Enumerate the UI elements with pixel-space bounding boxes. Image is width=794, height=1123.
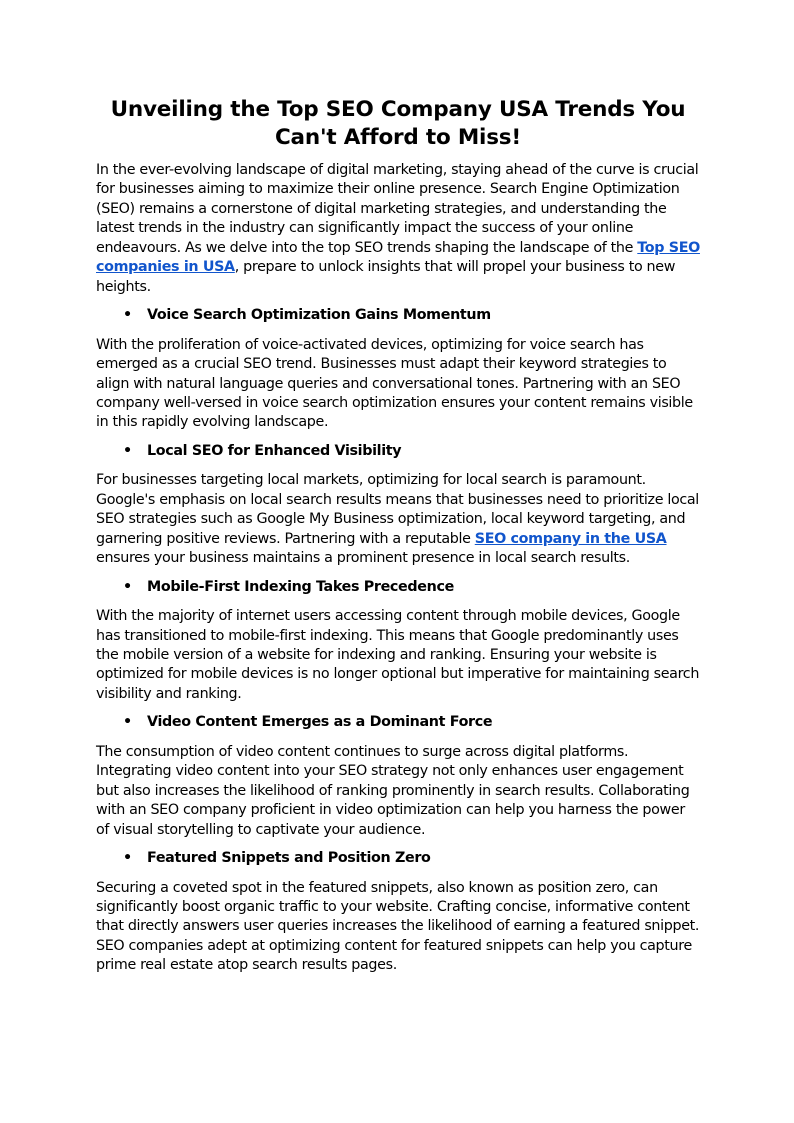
section-body-video-content: The consumption of video content continues to surge across digital platforms. Integrating video content into your SEO strategy not only enhances user engagement but also increases the likelihood of ranking prominently in search results. Collaborating with an SEO company proficient in video optimization can help you harness the power of visual storytelling to captivate your audience.	[96, 743, 690, 838]
section-heading-mobile-first	[96, 578, 700, 597]
section-heading-list	[96, 442, 700, 461]
section-body-local-seo	[96, 471, 700, 568]
top-seo-companies-link[interactable]: Top SEO companies in USA	[96, 239, 700, 276]
section-heading-list	[96, 849, 700, 868]
section-heading-text: Featured Snippets and Position Zero	[147, 850, 431, 867]
section-heading-text: Local SEO for Enhanced Visibility	[147, 442, 402, 459]
bullet-icon: •	[123, 714, 132, 731]
bullet-icon: •	[123, 850, 132, 867]
local-seo-text-after-link: ensures your business maintains a prominent presence in local search results.	[96, 550, 630, 567]
seo-company-usa-link[interactable]: SEO company in the USA	[474, 530, 667, 547]
document-title: Unveiling the Top SEO Company USA Trends You Can't Afford to Miss!	[110, 97, 686, 150]
section-body-voice-search: With the proliferation of voice-activated devices, optimizing for voice search has emerged as a crucial SEO trend. Businesses must adapt their keyword strategies to align with natural language queries and conversational tones. Partnering with an SEO company well-versed in voice search optimization ensures your content remains visible in this rapidly evolving landscape.	[96, 336, 693, 431]
section-heading-video-content	[96, 713, 700, 732]
section-heading-list	[96, 713, 700, 732]
section-body-mobile-first: With the majority of internet users accessing content through mobile devices, Google has transitioned to mobile-first indexing. This means that Google predominantly uses the mobile version of a website for indexing and ranking. Ensuring your website is optimized for mobile devices is no longer optional but imperative for maintaining search visibility and ranking.	[96, 608, 700, 702]
bullet-icon: •	[123, 442, 132, 459]
section-heading-list	[96, 306, 700, 325]
bullet-icon: •	[123, 307, 132, 324]
section-heading-list	[96, 578, 700, 597]
bullet-icon: •	[123, 578, 132, 595]
section-body-featured-snippets: Securing a coveted spot in the featured snippets, also known as position zero, can significantly boost organic traffic to your website. Crafting concise, informative content that directly answers user queries increases the likelihood of earning a featured snippet. SEO companies adept at optimizing content for featured snippets can help you capture prime real estate atop search results pages.	[96, 879, 700, 974]
section-heading-voice-search	[96, 306, 700, 325]
section-heading-text: Video Content Emerges as a Dominant Force	[147, 714, 493, 731]
intro-paragraph	[96, 161, 700, 297]
intro-text-after-link: , prepare to unlock insights that will propel your business to new heights.	[96, 259, 676, 295]
document-page	[96, 96, 700, 976]
section-heading-featured-snippets	[96, 849, 700, 868]
section-heading-text: Mobile-First Indexing Takes Precedence	[147, 578, 454, 595]
section-heading-text: Voice Search Optimization Gains Momentum	[147, 307, 491, 324]
local-seo-text-before-link: For businesses targeting local markets, optimizing for local search is paramount. Google's emphasis on local search results means that businesses need to prioritize local SEO strategies such as Google My Business optimization, local keyword targeting, and garnering positive reviews. Partnering with a reputable	[96, 472, 699, 547]
intro-text-before-link: In the ever-evolving landscape of digital marketing, staying ahead of the curve is crucial for businesses aiming to maximize their online presence. Search Engine Optimization (SEO) remains a cornerstone of digital marketing strategies, and understanding the latest trends in the industry can significantly impact the success of your online endeavours. As we delve into the top SEO trends shaping the landscape of the	[96, 162, 699, 256]
section-heading-local-seo	[96, 442, 700, 461]
